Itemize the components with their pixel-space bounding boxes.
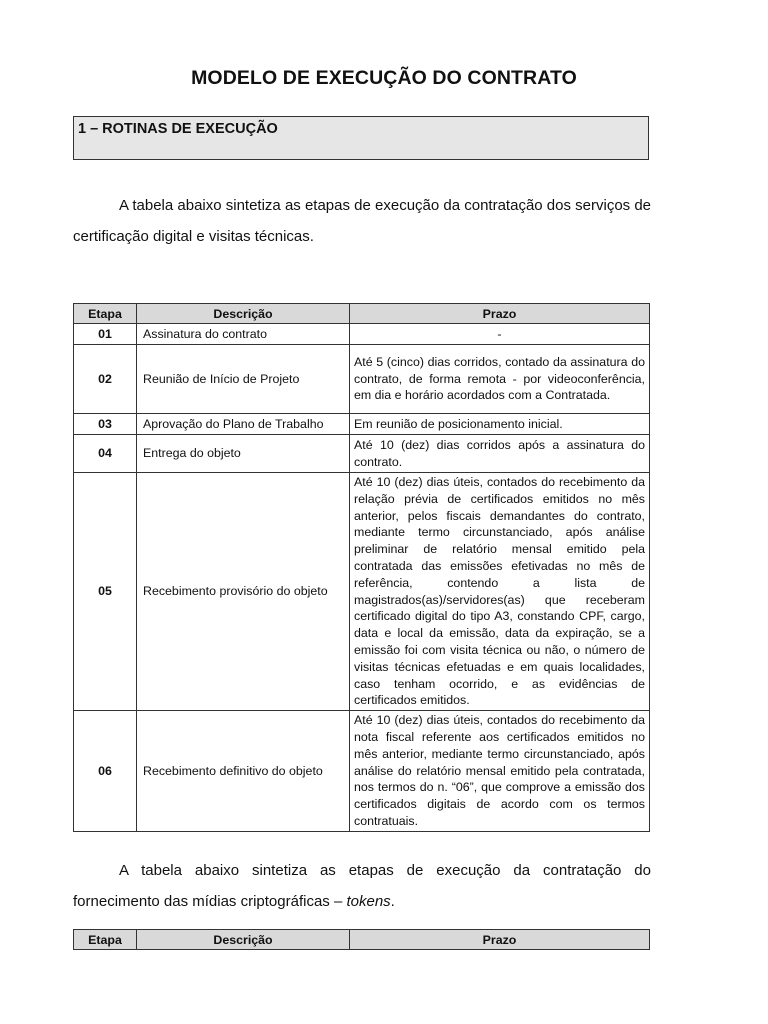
- prazo-cell: Até 10 (dez) dias úteis, contados do recebimento da relação prévia de certificados emitidos no mês anterior, pelos fiscais demandantes do contrato, mediante termo circunstanciado, após análise preliminar de relatório mensal emitido pela contratada das emissões efetivadas no mês de referência, contendo a lista de magistrados(as)/servidores(as) que receberam certificado digital do tipo A3, constando CPF, cargo, data e local da emissão, data da expiração, se a emissão foi com visita técnica ou não, o número de visitas técnicas efetuadas e em quais localidades, caso tenham ocorrido, e as evidências de certificados emitidos.: [350, 473, 650, 711]
- prazo-cell: Até 10 (dez) dias úteis, contados do recebimento da nota fiscal referente aos certificados emitidos no mês anterior, mediante termo circunstanciado, após análise do relatório mensal emitido pela contratada, nos termos do n. “06”, que comprove a emissão dos certificados digitais de acordo com os termos contratuais.: [350, 711, 650, 832]
- header-prazo: Prazo: [350, 304, 650, 324]
- table-row: [74, 324, 650, 345]
- prazo-cell: Até 10 (dez) dias corridos após a assinatura do contrato.: [350, 435, 650, 473]
- descricao-cell: Recebimento definitivo do objeto: [137, 711, 350, 832]
- table-header-row: [74, 930, 650, 950]
- table-row: [74, 473, 650, 711]
- prazo-cell: Em reunião de posicionamento inicial.: [350, 414, 650, 435]
- descricao-cell: Reunião de Início de Projeto: [137, 345, 350, 414]
- execution-table-services: [73, 303, 650, 832]
- second-paragraph-text: A tabela abaixo sintetiza as etapas de execução da contratação do fornecimento das mídias criptográficas –: [73, 862, 651, 910]
- etapa-cell: 04: [74, 435, 137, 473]
- header-etapa: Etapa: [74, 304, 137, 324]
- header-etapa: Etapa: [74, 930, 137, 950]
- etapa-cell: 03: [74, 414, 137, 435]
- second-paragraph-italic: tokens: [346, 893, 391, 910]
- descricao-cell: Aprovação do Plano de Trabalho: [137, 414, 350, 435]
- descricao-cell: Assinatura do contrato: [137, 324, 350, 345]
- etapa-cell: 05: [74, 473, 137, 711]
- second-paragraph-end: .: [390, 893, 395, 910]
- section-heading-box: [73, 116, 649, 160]
- prazo-cell: Até 5 (cinco) dias corridos, contado da assinatura do contrato, de forma remota - por videoconferência, em dia e horário acordados com a Contratada.: [350, 345, 650, 414]
- table-row: [74, 711, 650, 832]
- prazo-cell: -: [350, 324, 650, 345]
- header-prazo: Prazo: [350, 930, 650, 950]
- descricao-cell: Entrega do objeto: [137, 435, 350, 473]
- etapa-cell: 06: [74, 711, 137, 832]
- table-row: [74, 414, 650, 435]
- table-row: [74, 345, 650, 414]
- intro-paragraph: A tabela abaixo sintetiza as etapas de execução da contratação dos serviços de certificação digital e visitas técnicas.: [73, 197, 652, 245]
- table-header-row: [74, 304, 650, 324]
- table-row: [74, 435, 650, 473]
- etapa-cell: 01: [74, 324, 137, 345]
- header-descricao: Descrição: [137, 304, 350, 324]
- second-paragraph: [73, 855, 651, 917]
- page-title: MODELO DE EXECUÇÃO DO CONTRATO: [191, 67, 577, 89]
- section-heading: 1 – ROTINAS DE EXECUÇÃO: [78, 121, 278, 137]
- header-descricao: Descrição: [137, 930, 350, 950]
- etapa-cell: 02: [74, 345, 137, 414]
- descricao-cell: Recebimento provisório do objeto: [137, 473, 350, 711]
- execution-table-tokens: [73, 929, 650, 950]
